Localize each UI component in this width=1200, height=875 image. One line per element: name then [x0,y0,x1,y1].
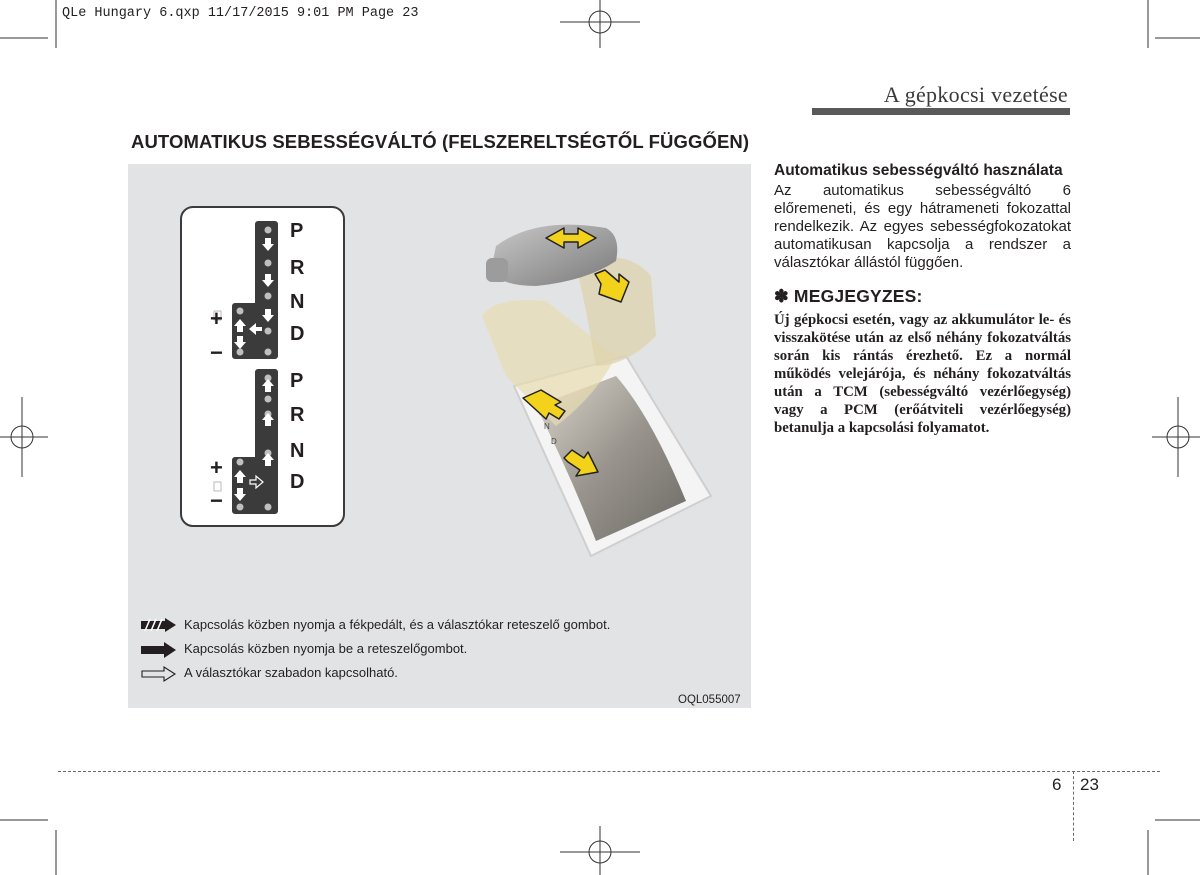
gear-d-bottom: D [290,471,305,493]
svg-text:N: N [544,422,550,431]
gear-n-top: N [290,291,305,313]
gear-r-top: R [290,257,305,279]
legend-text-free: A választókar szabadon kapcsolható. [184,665,398,680]
svg-text:D: D [551,437,557,446]
minus-sign-top: − [210,340,223,365]
plus-sign-bottom: + [210,455,223,480]
note-heading: ✽ MEGJEGYZES: [774,286,923,306]
section-title: AUTOMATIKUS SEBESSÉGVÁLTÓ (FELSZERELTSÉGTŐL FÜGGŐEN) [131,131,750,152]
minus-sign-bottom: − [210,488,223,513]
gear-n-bottom: N [290,440,305,462]
gear-r-bottom: R [290,404,305,426]
legend-text-brake: Kapcsolás közben nyomja a fékpedált, és a választókar reteszelő gombot. [184,617,611,632]
page-number-separator [1073,771,1074,841]
note-paragraph: Új gépkocsi esetén, vagy az akkumulátor le- és visszakötése után az első néhány fokozatváltás során kis rántás érezhető. Ez a normál működés velejárója, és néhány fokozatváltás után a TCM (sebességváltó vezérlőegység) vagy a PCM (erőátviteli vezérlőegység) betanulja a kapcsolási folyamatot. [774,312,1071,436]
page-chapter-number: 6 [1052,775,1062,794]
chapter-bar [812,108,1070,115]
body-paragraph: Az automatikus sebességváltó 6 előremeneti, és egy hátrameneti fokozattal rendelkezik. Az egyes sebességfokozatokat automatikusan kapcsolja a rendszer a választókar állástól függően. [774,182,1071,271]
gear-lever-illustration [476,216,721,561]
right-column [774,162,1071,437]
figure-code: OQL055007 [678,694,741,706]
print-slug: QLe Hungary 6.qxp 11/17/2015 9:01 PM Page 23 [62,6,419,21]
subsection-heading: Automatikus sebességváltó használata [774,162,1063,179]
chapter-title: A gépkocsi vezetése [883,82,1068,107]
solid-arrow-icon [141,642,177,658]
shift-gate-diagram [180,206,346,528]
gear-d-top: D [290,323,305,345]
gear-p-bottom: P [290,370,304,392]
hatched-arrow-icon [141,618,177,632]
page-number: 23 [1080,775,1099,794]
gear-p-top: P [290,220,304,242]
plus-sign-top: + [210,306,223,331]
lever-button [486,258,508,282]
legend-text-button: Kapcsolás közben nyomja be a reteszelőgombot. [184,641,468,656]
outline-arrow-icon [141,666,177,682]
footer-rule [58,771,1160,772]
